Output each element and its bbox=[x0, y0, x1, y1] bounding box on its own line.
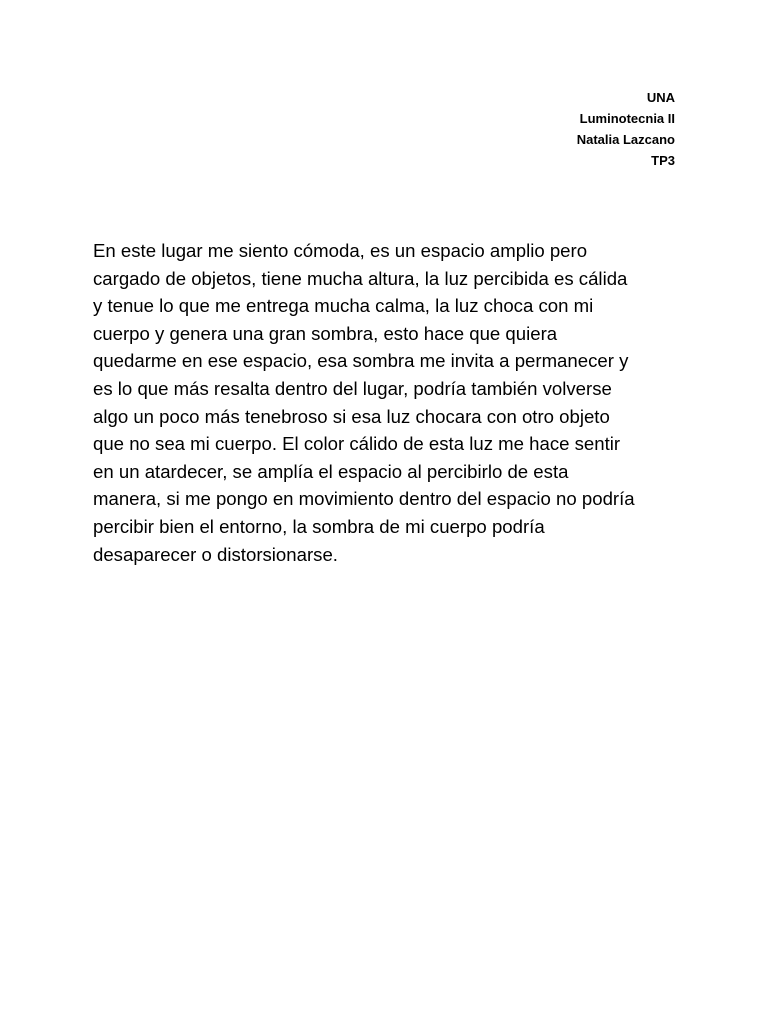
header-author: Natalia Lazcano bbox=[576, 132, 675, 147]
paragraph-line: y tenue lo que me entrega mucha calma, la luz choca con mi bbox=[93, 295, 594, 317]
paragraph-line: En este lugar me siento cómoda, es un espacio amplio pero bbox=[93, 240, 588, 261]
paragraph-line: quedarme en ese espacio, esa sombra me invita a permanecer y bbox=[93, 350, 629, 372]
paragraph-line: percibir bien el entorno, la sombra de mi cuerpo podría bbox=[93, 515, 545, 537]
paragraph-line: en un atardecer, se amplía el espacio al percibirlo de esta bbox=[93, 460, 569, 482]
document-header bbox=[577, 87, 675, 171]
paragraph-line: algo un poco más tenebroso si esa luz chocara con otro objeto bbox=[93, 405, 610, 427]
paragraph-line: que no sea mi cuerpo. El color cálido de esta luz me hace sentir bbox=[93, 433, 621, 455]
paragraph-line: desaparecer o distorsionarse. bbox=[93, 543, 338, 565]
paragraph-line: cargado de objetos, tiene mucha altura, la luz percibida es cálida bbox=[93, 267, 628, 289]
paragraph-line: cuerpo y genera una gran sombra, esto hace que quiera bbox=[93, 322, 558, 344]
paragraph-line: manera, si me pongo en movimiento dentro del espacio no podría bbox=[93, 488, 635, 510]
paragraph-line: es lo que más resalta dentro del lugar, podría también volverse bbox=[93, 377, 612, 399]
body-paragraph bbox=[93, 237, 683, 568]
header-institution: UNA bbox=[646, 90, 675, 105]
header-course: Luminotecnia II bbox=[579, 111, 675, 126]
header-assignment: TP3 bbox=[651, 153, 675, 168]
